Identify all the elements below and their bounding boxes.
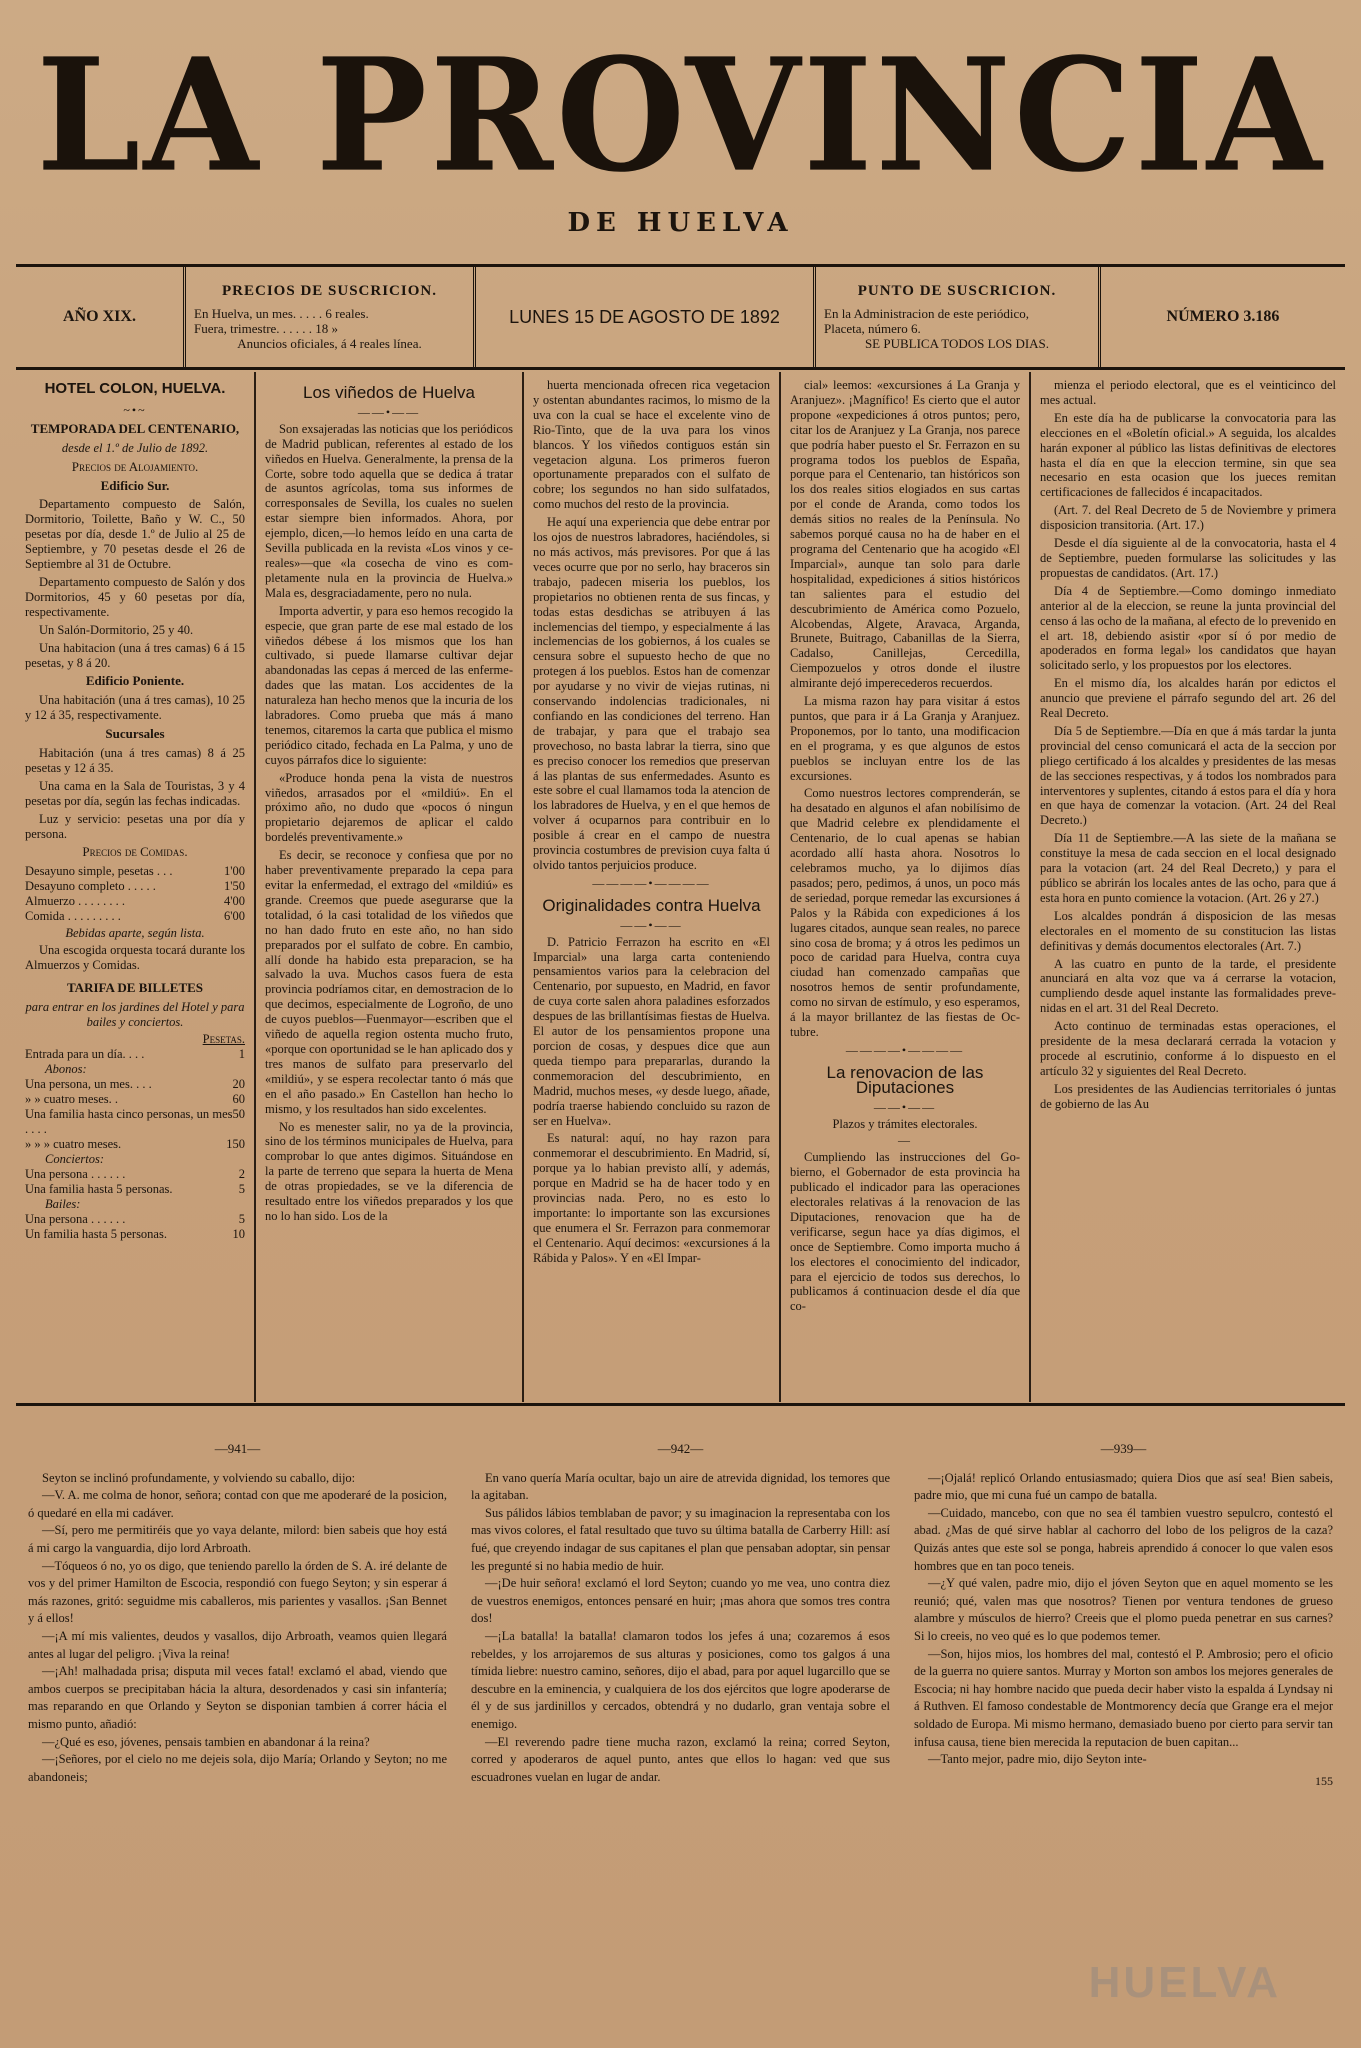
ticket-row (25, 1167, 245, 1182)
paragraph: Los presidentes de las Audiencias territoriales ó juntas de gobierno de las Au (1040, 1081, 1336, 1111)
lodging-prices-title: Precios de Alojamiento. (71, 458, 199, 474)
serial-novel (16, 1440, 1345, 2040)
ticket-item: » » » cuatro meses. (25, 1136, 122, 1151)
ticket-item: Entrada para un día. . . . (25, 1046, 145, 1061)
serial-divider (16, 1403, 1345, 1406)
pesetas-label: Pesetas. (202, 1031, 245, 1046)
paragraph: —¡Ah! malhadada prisa; disputa mil veces fatal! exclamó el abad, viendo que ambos cuerpos se precipitaban hácia la altura, desordenados y casi sin infantería; mas reparando en que Orlando y Seyton se disponian tambien á correr hácia el mismo punto, añadió: (28, 1664, 447, 1731)
paragraph: —¡A mí mis valientes, deudos y vasallos, dijo Arbroath, veamos quien llegará antes al lugar del peligro. ¡Viva la reina! (28, 1628, 447, 1661)
masthead (0, 23, 1361, 238)
article-heading: Los viñedos de Huelva (302, 383, 475, 402)
paragraph: Seyton se inclinó profundamente, y volviendo su caballo, dijo: (42, 1470, 356, 1485)
ticket-value: 1 (238, 1046, 245, 1061)
ticket-title: TARIFA DE BILLETES (66, 980, 204, 996)
hotel-name: HOTEL COLON, HUELVA. (44, 380, 226, 397)
ornament: ——•—— (620, 917, 683, 932)
price-value: 4'00 (223, 894, 245, 909)
paragraph: —Sí, pero me permitiréis que yo vaya delante, milord: bien sabeis que hoy está á mi cargo la vanguardia, dijo lord Arbroath. (28, 1523, 447, 1555)
paragraph: En este día ha de publicarse la convocatoria para las elecciones en el «Boletín oficial.» A seguida, los alcaldes harán exponer al público las listas definitivas de electores hasta el día en que la eleccion termine, sin que sea necesario en esta ocasion que los jueces remitan certificaciones de fallecidos é incapacitados. (1040, 410, 1336, 500)
punto-line: En la Administracion de este periódico, (824, 306, 1030, 321)
ticket-value: 60 (232, 1091, 245, 1106)
ticket-row (25, 1182, 245, 1197)
ticket-row (25, 1062, 245, 1077)
paragraph: cial» leemos: «excursiones á La Granja y Aranjuez». ¡Magnífico! Es cierto que el autor propone «expediciones á otros puntos; pero, citar los de Aranjuez y La Granja, nos parece que podría haber puesto el Sr. Ferrazon en su programa todos los pueblos de España, porque para el Centenario, tan históricos son los dos reales sitios elogiados en sus cartas por el conde de Aranda, como todos los demás sitios no reales de la Península. No sabemos porqué causa no ha de haber en el programa del Centenario que ha acogido «El Imparcial», aunque tan solo para darle hospitalidad, expediciones á sitios históricos tan salientes para el estudio del descubrimiento de América como Pozuelo, Alcobendas, Algete, Aravaca, Arganda, Brunete, Buitrago, Cabanillas de la Sierra, Cadalso, Canillejas, Cercedilla, Ciempozuelos y otros donde el ilustre almirante dejó imperecederos recuerdos. (790, 378, 1020, 691)
paragraph: —Tanto mejor, padre mio, dijo Seyton inte- (928, 1752, 1147, 1767)
paragraph: —¡De huir señora! exclamó el lord Seyton; cuando yo me vea, uno contra diez de vuestros enemigos, entonces pensaré en huir; ¡mas ahora que somos tres contra dos! (471, 1576, 890, 1626)
article-subheading: Plazos y trámites electorales. (832, 1116, 978, 1131)
serial-column (902, 1440, 1345, 2040)
issue-date: LUNES 15 DE AGOSTO DE 1892 (509, 306, 780, 327)
ticket-row (25, 1197, 245, 1212)
ticket-row (25, 1077, 245, 1092)
punto-title: PUNTO DE SUSCRICION. (857, 283, 1057, 299)
ticket-value: 20 (232, 1076, 245, 1091)
subscription-point (816, 267, 1101, 367)
column-vineyards (256, 372, 524, 1402)
season-title: TEMPORADA DEL CENTENARIO, (30, 420, 240, 436)
paragraph: Día 4 de Septiembre.—Como domingo inmediato anterior al de la eleccion, se reune la junta provincial del censo á las ocho de la mañana, al efecto de lo prevenido en el art. 18, debiendo asistir «por sí ó por medio de apoderados en forma legal» los candidatos que hayan solicitado serlo, y los propuestos por los electores. (1040, 583, 1336, 673)
ticket-row (25, 1152, 245, 1167)
ornament: ————•———— (592, 875, 711, 890)
ticket-value: 2 (238, 1166, 245, 1181)
paragraph: Importa advertir, y para eso hemos recogido la especie, que gran parte de ese mal estado de los viñedos débese á los mismos que los han cultivado, si puede llamarse cultivar dejar abandonadas las cepas á merced de las enfermedades que las matan. Los accidentes de la naturaleza han hecho menos que la incuria de los labradores. Como prueba que más á mano tenemos, citaremos la carta que publica el mismo periódico citado, fechada en La Palma, y uno de cuyos párrafos dice lo siguiente: (265, 603, 513, 767)
paragraph: —El reverendo padre tiene mucha razon, exclamó la reina; corred Seyton, corred y apoderaros de aquel punto, antes que ellos lo hagan: ved que sus escuadrones vuelan en lugar de andar. (471, 1734, 890, 1784)
ticket-value: 5 (238, 1181, 245, 1196)
newspaper-subtitle: DE HUELVA (567, 208, 794, 238)
price-item: Desayuno completo . . . . . (25, 879, 156, 894)
ticket-value: 5 (238, 1211, 245, 1226)
price-line: Fuera, trimestre. . . . . . 18 » (194, 321, 339, 336)
serial-page-number: —939— (1100, 1441, 1147, 1456)
library-watermark: HUELVA (1088, 1958, 1281, 2007)
paragraph: Los alcaldes pondrán á disposicion de las mesas electorales en el momento de su constitucion las listas definitivas y demás documentos electorales (Art. 7.) (1040, 908, 1336, 953)
price-row (25, 894, 245, 909)
paragraph: Acto continuo de terminadas estas operaciones, el presidente de la mesa declarará cerrada la votacion y procede al escrutinio, conforme á lo dispuesto en el artículo 32 y siguientes del Real Decreto. (1040, 1019, 1336, 1078)
paragraph: Día 11 de Septiembre.—A las siete de la mañana se constituye la mesa de cada seccion en el local designado para la votacion (art. 24 del Real Decreto,) y para el público se abrirán los locales antes de las ocho, para que á esta hora en punto comience la votacion. (Art. 26 y 27.) (1040, 831, 1336, 905)
paragraph: Habitación (una á tres camas) 8 á 25 pesetas y 12 á 35. (25, 746, 245, 775)
paragraph: Una habitacion (una á tres camas) 6 á 15 pesetas, y 8 á 20. (25, 640, 245, 670)
punto-line: Placeta, número 6. (824, 321, 921, 336)
paragraph: Departamento compuesto de Salón, Dormitorio, Toilette, Baño y W. C., 50 pesetas por día, desde 1.º de Julio al 25 de Septiembre, y 70 pesetas desde el 26 de Septiembre al 31 de Octubre. (25, 497, 245, 572)
serial-column (16, 1440, 459, 2040)
serial-column (459, 1440, 902, 2040)
paragraph: mienza el periodo electoral, que es el veinticinco del mes actual. (1040, 378, 1336, 407)
column-elections (1031, 372, 1345, 1402)
paragraph: —¡Señores, por el cielo no me dejeis sola, dijo María; Orlando y Seyton; no me abandoneis; (28, 1752, 447, 1784)
paragraph: Son exsajeradas las noticias que los periódicos de Madrid publican, referentes al estado de los viñedos en Huelva. Generalmente, la prensa de la Corte, sobre todo aquella que se dedica á tratar de asuntos agrícolas, toma sus informes de corresponsales de Sevilla, los cuales no suelen estar siempre bien informados. Ahora, por ejemplo, dicen,—lo hemos leído en una carta de Sevilla publicada en la revista «Los vinos y cereales»—que «la cosecha de vino es completamente nula en la provincia de Huelva.» Mala es, desgraciadamente, pero no nula. (265, 421, 513, 600)
ticket-item: Abonos: (45, 1061, 87, 1076)
paragraph: En vano quería María ocultar, bajo un aire de atrevida dignidad, los temores que la agitaban. (471, 1470, 890, 1503)
paragraph: Desde el día siguiente al de la convocatoria, hasta el 4 de Septiembre, pueden formularse las solicitudes y las propuestas de candidatos. (Art. 17.) (1040, 536, 1336, 580)
ornament: ——•—— (357, 404, 421, 419)
paragraph: Como nuestros lectores comprenderán, se ha desatado en algunos el afan nobilísimo de que Madrid celebre ex plendidamente el Centenario, de lo cual apenas se habian acordado allí hasta ahora. Nosotros lo celebramos mucho, ya lo dijimos días pasados; pero, pedimos, á unos, un poco más de seriedad, porque remedar las excursiones á Palos y la Rábida con expediciones á los lugares citados, aunque sean reales, no parece sino cosa de broma; y á otros les pedimos un poco de caridad para Huelva, contra cuya ciudad han comenzado campañas que nosotros hemos de sentir profundamente, como no sirvan de estímulo, y eso esperamos, á la mayor brillantez de las fiestas de Octubre. (790, 786, 1020, 1039)
ornament: ————•———— (845, 1042, 965, 1057)
paragraph: —¡La batalla! la batalla! clamaron todos los jefes á una; cozaremos á esos rebeldes, y los arrojaremos de sus alturas y posiciones, como tos galgos á una tímida liebre: nuestro camino, señores, dijo el abad, para por aquel lugarcillo que se descubre en la eminencia, y cualquiera de los dos ejércitos que logre apoderarse de él y de sus jardinillos y cercados, obtendrá y no dudarlo, gran ventaja sobre el enemigo. (471, 1628, 890, 1731)
branches-title: Sucursales (105, 726, 165, 742)
column-hotel-ad (16, 372, 256, 1402)
paragraph: —V. A. me colma de honor, señora; contad con que me apoderaré de la posicion, ó quedaré en ella mi cadáver. (28, 1488, 447, 1520)
ticket-item: Un familia hasta 5 personas. (25, 1226, 167, 1241)
drinks-note: Bebidas aparte, según lista. (65, 926, 205, 941)
price-value: 6'00 (223, 909, 245, 924)
ticket-item: Bailes: (45, 1196, 81, 1211)
serial-page-number: —941— (214, 1441, 261, 1456)
ticket-item: Una persona . . . . . . (25, 1211, 126, 1226)
paragraph: A las cuatro en punto de la tarde, el presidente anunciará en alta voz que va á cerrarse la votacion, cumpliendo desde aquel instante las formalidades prevenidas en el art. 31 del Real Decreto. (1040, 956, 1336, 1016)
season-date: desde el 1.º de Julio de 1892. (61, 440, 209, 455)
article-heading: La renovacion de las Diputaciones (826, 1062, 984, 1097)
ticket-row (25, 1092, 245, 1107)
paragraph: He aquí una experiencia que debe entrar por los ojos de nuestros labradores, haciéndoles, si no más activos, más previsores. Por que á las veces ocurre que por no serlo, hay braceros sin trabajo, padecen miseria los pueblos, los propietarios no obtienen renta de sus fincas, y todas estas desdichas se atribuyen á las inclemencias del tiempo, y especialmente á las inclemencias de los gobiernos, á los cuales se censura sobre el supuesto hecho de que no protegen á los pueblos. Estos han de comenzar por ayudarse y no vivir de viejas rutinas, ni conservando indolencias tradicionales, ni confiando en las condiciones del terreno. Han de trabajar, y para que el trabajo sea provechoso, no basta labrar la tierra, sino que es preciso conocer los remedios que preservan á las plantas de sus enfermedades. Asunto es este sobre el cual llamamos toda la atencion de los labradores de Huelva, y en el que hemos de volver á ocuparnos para contribuir en lo posible á crear en el campo de nuestra provincia costumbres de prevision cuya falta ú olvido tantos perjuicios produce. (533, 515, 770, 872)
serial-page-number: —942— (657, 1441, 704, 1456)
ticket-row (25, 1137, 245, 1152)
price-item: Desayuno simple, pesetas . . . (25, 864, 173, 879)
ticket-item: Una familia hasta 5 personas. (25, 1181, 173, 1196)
ornament: ——•—— (873, 1099, 937, 1114)
meal-prices-title: Precios de Comidas. (82, 844, 188, 860)
ticket-subtitle: para entrar en los jardines del Hotel y para bailes y conciertos. (25, 1000, 245, 1029)
paragraph: Una habitación (una á tres camas), 10 25 y 12 á 35, respectivamente. (25, 693, 245, 723)
building-south: Edificio Sur. (100, 477, 170, 493)
ornament: ~•~ (123, 402, 147, 417)
ticket-row (25, 1047, 245, 1062)
price-item: Almuerzo . . . . . . . . (25, 894, 125, 909)
front-page-columns (16, 372, 1345, 1402)
subscription-prices (186, 267, 476, 367)
ticket-value: 10 (232, 1226, 245, 1241)
paragraph: Es decir, se reconoce y confiesa que por no haber preventivamente preparado la cepa para evitar la enfermedad, el extrago del «mildiú» es grande. Creemos que puede asegurarse que la totalidad, ó la casi totalidad de los viñedos que no han dado fruto en este año, no han sido preparados por el sulfato de cobre. En cambio, allí donde ha habido esta preparacion, se ha salvado la uva. Muchos casos fuera de esta provincia podríamos citar, en demostracion de lo que decimos, especialmente de Logroño, de uno de cuyos pueblos—Fuenmayor—escriben que el viñedo de aquella region ostenta mucho fruto, «porque con oportunidad se le han aplicado dos y tres manos de sulfato para preservarlo del «mildiú», y se espera recolectar tanto ó más que en el año pasado.» En Castellon han hecho lo mismo, y los resultados han sido excelentes. (265, 848, 513, 1116)
price-row (25, 864, 245, 879)
price-item: Comida . . . . . . . . . (25, 909, 121, 924)
folio-number: 155 (1315, 1773, 1333, 1788)
issue-date-box (476, 267, 816, 367)
ticket-item: Conciertos: (45, 1151, 105, 1166)
paragraph: —¿Qué es eso, jóvenes, pensais tambien en abandonar á la reina? (42, 1734, 370, 1749)
paragraph: Departamento compuesto de Salón y dos Dormitorios, 45 y 60 pesetas por día, respectivamente. (25, 574, 245, 619)
year-label: AÑO XIX. (63, 308, 136, 325)
paragraph: Un Salón-Dormitorio, 25 y 40. (39, 622, 194, 637)
column-originalities (781, 372, 1031, 1402)
paragraph: Es natural: aquí, no hay razon para conmemorar el descubrimiento. En Madrid, sí, porque ya lo habian previsto allí, y además, porque en Madrid se ha de hacer todo y en provincias nada. Pero, no es esto lo importante: lo importante son las excursiones que enumera el Sr. Ferrazon para conmemorar el Centenario. Aquí decimos: «excursiones á la Rábida y Palos». Y en «El Impar- (533, 1131, 770, 1265)
paragraph: —¿Y qué valen, padre mio, dijo el jóven Seyton que en aquel momento se les reunió; qué, valen mas que nosotros? Tienen por ventura tendones de grueso alambre y músculos de hierro? Creeis que el plomo pueda penetrar en sus carnes? Si lo creeis, no veo qué es lo que podemos temer. (914, 1576, 1333, 1643)
issue-number-box (1101, 267, 1345, 367)
ticket-item: » » cuatro meses. . (25, 1091, 119, 1106)
ticket-item: Una persona, un mes. . . . (25, 1076, 152, 1091)
ticket-item: Una familia hasta cinco personas, un mes . . . . (25, 1106, 233, 1136)
paragraph: Día 5 de Septiembre.—Día en que á más tardar la junta provincial del censo comunicará el acta de la seccion por pliego certificado á los alcaldes y presidentes de las mesas de las secciones respectivas, y á todos los nombrados para interventores y suplentes, citando á estos para el día y hora en que haya de comenzar la votacion. (Art. 24 del Real Decreto.) (1040, 723, 1336, 828)
price-row (25, 879, 245, 894)
paragraph: —Cuidado, mancebo, con que no sea él tambien vuestro sepulcro, contestó el abad. ¿Mas de qué sirve hablar al cachorro del lobo de los peligros de la caza? Quizás antes que este sol se ponga, habreis aprendido á conocer lo que valen esos hombres que en tan poco teneis. (914, 1505, 1333, 1573)
ticket-value: 50 (232, 1106, 245, 1121)
paragraph: Una escogida orquesta tocará durante los Almuerzos y Comidas. (25, 943, 245, 973)
ticket-row (25, 1227, 245, 1242)
paragraph: —Son, hijos mios, los hombres del mal, contestó el P. Ambrosio; pero el oficio de la guerra no quiere santos. Murray y Morton son ambos los mejores generales de Escocia; ni hay hombre nacido que pueda decir haber visto la espalda á Lyndsay ni á Ruthven. El famoso condestable de Montmorency decía que Grange era el mejor soldado de Europa. Mi mismo hermano, demasiado bueno por cierto para servir tan infusa causa, tiene bien merecida la reputacion de buen capitan... (914, 1646, 1333, 1749)
paragraph: —Tóqueos ó no, yo os digo, que teniendo parello la órden de S. A. iré delante de vos y del primer Hamilton de Escocia, respondió con fuego Seyton; y sin esperar á más razones, gritó: seguidme mis caballeros, mis parientes y vasallos. ¡San Bennet y á ellos! (28, 1558, 447, 1626)
paragraph: Cumpliendo las instrucciones del Gobierno, el Gobernador de esta provincia ha publicado el indicador para las operaciones electorales relativas á la renovacion de las Diputaciones, renovacion que ha de verificarse, segun hace ya días digimos, el once de Septiembre. Como importa mucho á los electores el conocimiento del indicador, para el ejercicio de todos sus derechos, lo publicamos á continuacion desde el día que co- (790, 1150, 1020, 1314)
price-value: 1'50 (223, 879, 245, 894)
paragraph: En el mismo día, los alcaldes harán por edictos el anuncio que previene el párrafo segundo del art. 26 del Real Decreto. (1040, 676, 1336, 721)
column-vineyards-cont (524, 372, 781, 1402)
price-line: En Huelva, un mes. . . . . 6 reales. (194, 306, 369, 321)
prices-title: PRECIOS DE SUSCRICION. (222, 283, 437, 299)
paragraph: No es menester salir, no ya de la provincia, sino de los términos municipales de Huelva, para comprobar lo que antes digimos. Situándose en la parte de terreno que separa la huerta de Mena de otras propiedades, se ve la diferencia de resultado entre los viñedos preparados y los que no lo han sido. Los de la (265, 1119, 513, 1223)
paragraph: —¡Ojalá! replicó Orlando entusiasmado; quiera Dios que así sea! Bien sabeis, padre mio, que mi cuna fué un campo de batalla. (914, 1470, 1333, 1503)
paragraph: Sus pálidos lábios temblaban de pavor; y su imaginacion la representaba con los mas vivos colores, el fatal resultado que tuvo su última batalla de Carberry Hill: así fué, que creyendo indagar de sus capitanes el plan que pensaban adoptar, sin pensar les pregunté si no habia medio de huir. (471, 1505, 890, 1573)
paragraph: «Produce honda pena la vista de nuestros viñedos, arrasados por el «mildiú». En el próximo año, no dudo que «pocos ó ningun propietario dejaremos de aplicar el caldo bordelés preventivamente.» (265, 770, 513, 845)
paragraph: huerta mencionada ofrecen rica vegetacion y ostentan abundantes racimos, lo mismo de la uva con la cual se hace el excelente vino de Rio-Tinto, que de la uva para los vinos blancos. Y los viñedos contiguos están sin vegetacion alguna. Los primeros fueron oportunamente preparados con el sulfato de cobre; los segundos no han sido sulfatados, como muchos del resto de la provincia. (533, 378, 770, 512)
ticket-value: 150 (226, 1136, 245, 1151)
ticket-row (25, 1107, 245, 1137)
ticket-row (25, 1212, 245, 1227)
article-heading: Originalidades contra Huelva (542, 895, 761, 915)
year-box (16, 267, 186, 367)
info-bar (16, 264, 1345, 370)
paragraph: D. Patricio Ferrazon ha escrito en «El Imparcial» una larga carta conteniendo pensamientos varios para la celebracion del Centenario, por supuesto, en Madrid, en favor de cuya corte salen ahora paladines esforzados despues de las brillantísimas fiestas de Huelva. El autor de los pensamientos propone una porcion de cosas, y despues dice que aun queda tiempo para prepararlas, durando la conmemoracion del descubrimiento, en Madrid, muchos meses, «y desde luego, añade, podría traerse habiendo concluido su razon de ser en Huelva». (533, 934, 770, 1128)
price-row (25, 909, 245, 924)
issue-number: NÚMERO 3.186 (1166, 308, 1280, 325)
punto-line: SE PUBLICA TODOS LOS DIAS. (864, 336, 1050, 351)
newspaper-title: LA PROVINCIA (36, 23, 1325, 207)
paragraph: Una cama en la Sala de Touristas, 3 y 4 pesetas por día, según las fechas indicadas. (25, 778, 245, 808)
paragraph: Luz y servicio: pesetas una por día y persona. (25, 811, 245, 841)
price-value: 1'00 (223, 864, 245, 879)
ornament: — (898, 1133, 912, 1148)
building-west: Edificio Poniente. (85, 673, 185, 689)
price-line: Anuncios oficiales, á 4 reales línea. (237, 336, 422, 351)
paragraph: La misma razon hay para visitar á estos puntos, que para ir á La Granja y Aranjuez. Proponemos, por lo tanto, una modificacion en el programa, y es que algunos de estos pueblos se incluyan entre los de las excursiones. (790, 694, 1020, 783)
ticket-item: Una persona . . . . . . (25, 1166, 126, 1181)
paragraph: (Art. 7. del Real Decreto de 5 de Noviembre y primera disposicion transitoria. (Art. 17.) (1040, 503, 1336, 533)
